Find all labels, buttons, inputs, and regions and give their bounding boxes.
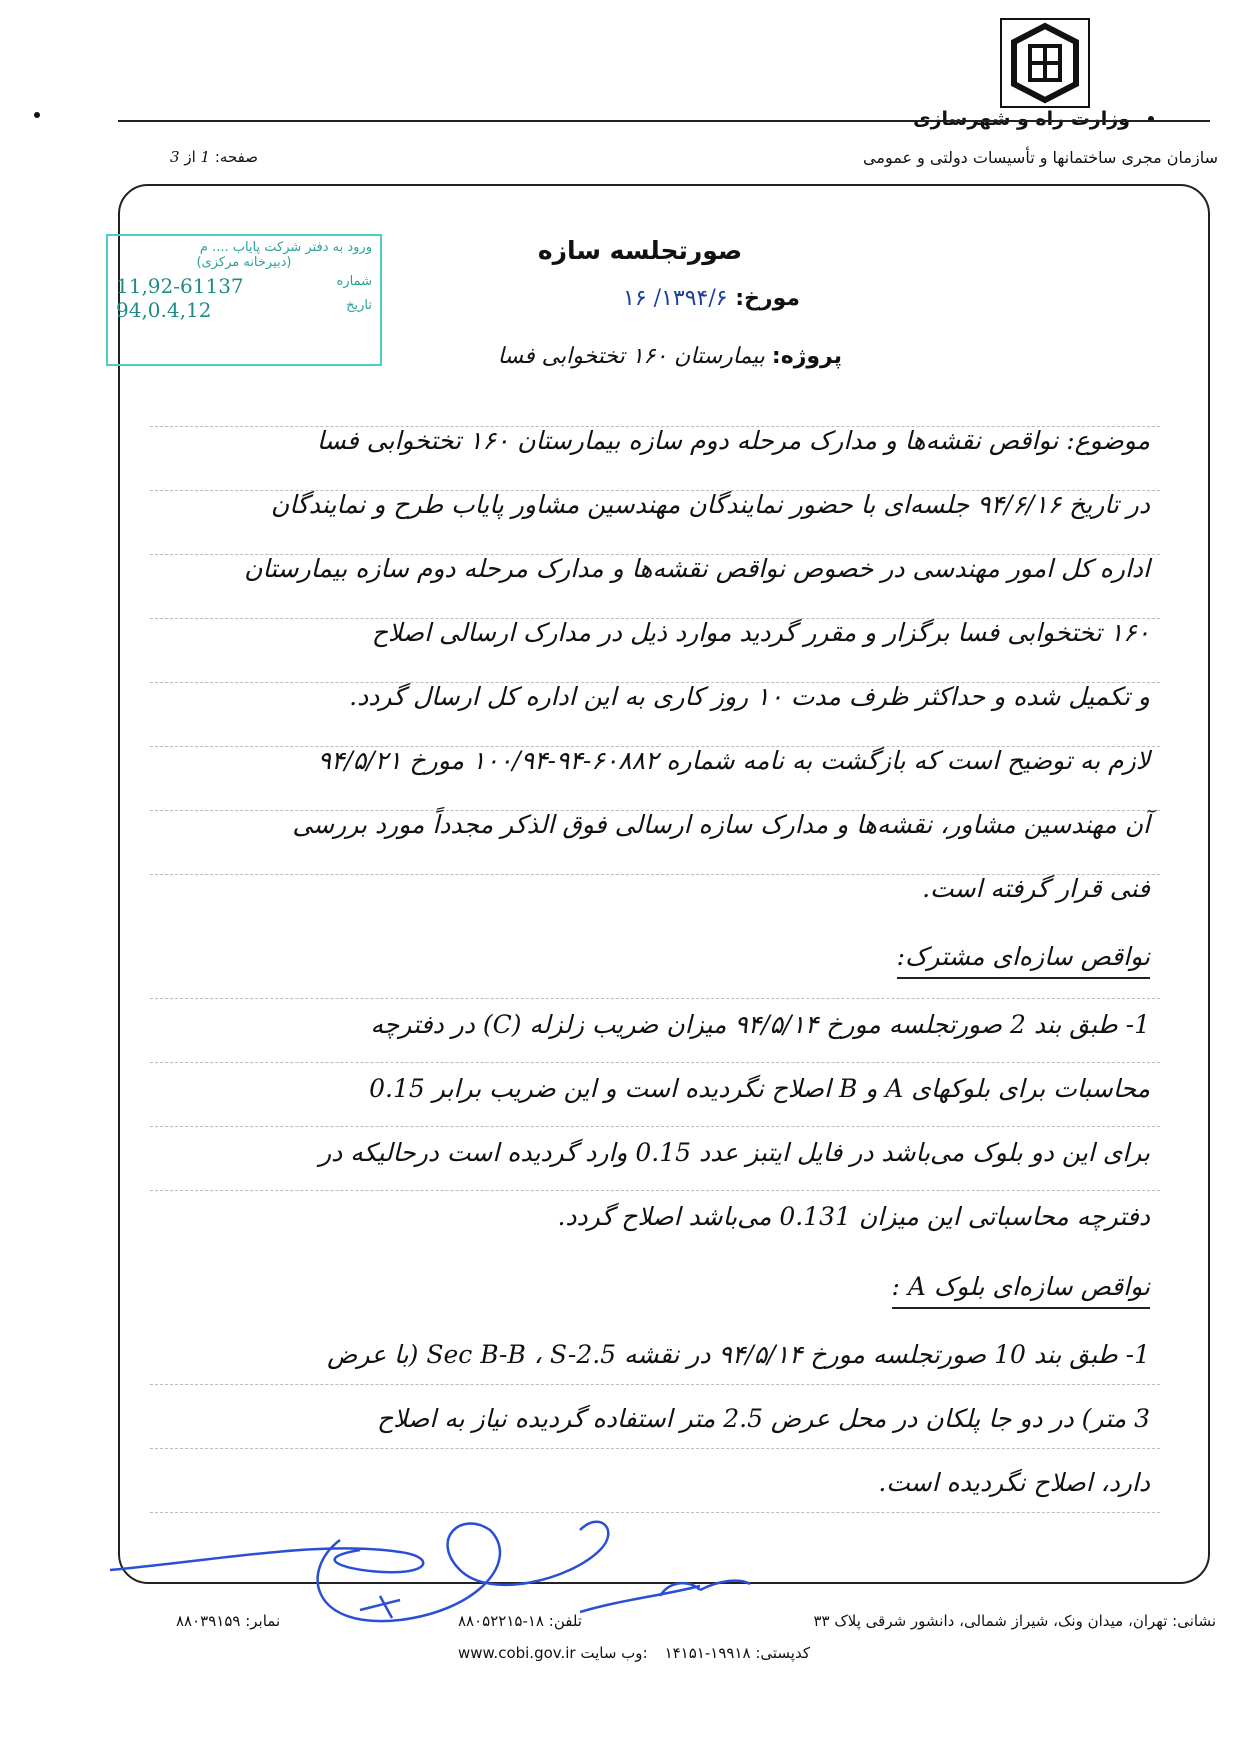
footer-phone: تلفن: ۱۸-۸۸۰۵۲۲۱۵ [458, 1612, 582, 1630]
body-line: آن مهندسین مشاور، نقشه‌ها و مدارک سازه ارسالی فوق الذکر مجدداً مورد بررسی [292, 810, 1150, 839]
body-line: ۱۶۰ تختخوابی فسا برگزار و مقرر گردید موارد ذیل در مدارک ارسالی اصلاح [371, 618, 1150, 647]
body-line: در تاریخ ۹۴/۶/۱۶ جلسه‌ای با حضور نمایندگان مهندسین مشاور پایاب طرح و نمایندگان [270, 490, 1150, 519]
page-indicator [170, 148, 258, 166]
section-line: 1- طبق بند 2 صورتجلسه مورخ ۹۴/۵/۱۴ میزان ضریب زلزله (C) در دفترچه [370, 1010, 1150, 1039]
ruled-line [150, 1448, 1160, 1449]
date-value: ۱۳۹۴/۶/ ۱۶ [623, 286, 728, 311]
date-label: مورخ: [735, 286, 800, 311]
page-of-label: از [184, 148, 196, 166]
footer-fax: نمابر: ۸۸۰۳۹۱۵۹ [176, 1612, 281, 1630]
section-line: 1- طبق بند 10 صورتجلسه مورخ ۹۴/۵/۱۴ در نقشه Sec B-B ، S-2.5 (با عرض [327, 1340, 1150, 1369]
body-line: موضوع: نواقص نقشه‌ها و مدارک مرحله دوم سازه بیمارستان ۱۶۰ تختخوابی فسا [316, 426, 1150, 455]
logo-emblem-icon [1002, 20, 1088, 106]
footer-website [458, 1644, 648, 1662]
page-label: صفحه: [214, 148, 258, 166]
body-line: اداره کل امور مهندسی در خصوص نواقص نقشه‌ها و مدارک مرحله دوم سازه بیمارستان [244, 554, 1150, 583]
section-heading-text: نواقص سازه‌ای بلوک A : [892, 1272, 1150, 1309]
body-line: و تکمیل شده و حداکثر ظرف مدت ۱۰ روز کاری به این اداره کل ارسال گردد. [349, 682, 1150, 711]
document-project [498, 344, 842, 369]
page-number: 1 [200, 148, 211, 166]
section-line: برای این دو بلوک می‌باشد در فایل ایتبز عدد 0.15 وارد گردیده است درحالیکه در [319, 1138, 1150, 1167]
stamp-line-2: (دبیرخانه مرکزی) [196, 255, 292, 270]
stamp-line-1: ورود به دفتر شرکت پایاب .... م [199, 240, 372, 255]
section-heading [120, 942, 1150, 971]
website-label: وب سایت: [580, 1644, 648, 1662]
ministry-name: وزارت راه و شهرسازی [913, 108, 1130, 130]
ruled-line [150, 1384, 1160, 1385]
page-total: 3 [170, 148, 180, 166]
ruled-line [150, 1062, 1160, 1063]
ruled-line [150, 1126, 1160, 1127]
section-line: دفترچه محاسباتی این میزان 0.131 می‌باشد اصلاح گردد. [557, 1202, 1150, 1231]
body-line: فنی قرار گرفته است. [922, 874, 1150, 903]
ruled-line [150, 998, 1160, 999]
document-date [623, 286, 800, 311]
stamp-date-value: 94,0.4,12 [116, 298, 212, 322]
section-line: 3 متر) در دو جا پلکان در محل عرض 2.5 متر استفاده گردیده نیاز به اصلاح [377, 1404, 1150, 1433]
scan-dot [34, 112, 40, 118]
ruled-line [150, 1190, 1160, 1191]
organization-name: سازمان مجری ساختمانها و تأسیسات دولتی و عمومی [863, 148, 1218, 167]
stamp-number-value: 11,92-61137 [116, 274, 244, 298]
body-line: لازم به توضیح است که بازگشت به نامه شماره ۶۰۸۸۲-۹۴-۱۰۰/۹۴ مورخ ۹۴/۵/۲۱ [317, 746, 1150, 775]
section-heading-text: نواقص سازه‌ای مشترک: [897, 942, 1150, 979]
stamp-number-label: شماره [336, 274, 372, 289]
header-rule [118, 120, 1210, 122]
entry-stamp [106, 234, 382, 366]
stamp-date-label: تاریخ [346, 298, 372, 313]
section-line: دارد، اصلاح نگردیده است. [878, 1468, 1150, 1497]
project-label: پروژه: [771, 344, 842, 369]
project-value: بیمارستان ۱۶۰ تختخوابی فسا [497, 344, 765, 369]
section-line: محاسبات برای بلوکهای A و B اصلاح نگردیده است و این ضریب برابر 0.15 [369, 1074, 1150, 1103]
ruled-line [150, 1512, 1160, 1513]
section-heading [120, 1272, 1150, 1301]
footer-postal-code: کدپستی: ۱۹۹۱۸-۱۴۱۵۱ [664, 1644, 810, 1662]
document-title: صورتجلسه سازه [537, 236, 743, 265]
website-url[interactable]: www.cobi.gov.ir [458, 1644, 576, 1662]
footer-address: نشانی: تهران، میدان ونک، شیراز شمالی، دانشور شرقی پلاک ۳۳ [813, 1612, 1216, 1630]
ministry-logo [1000, 18, 1090, 108]
